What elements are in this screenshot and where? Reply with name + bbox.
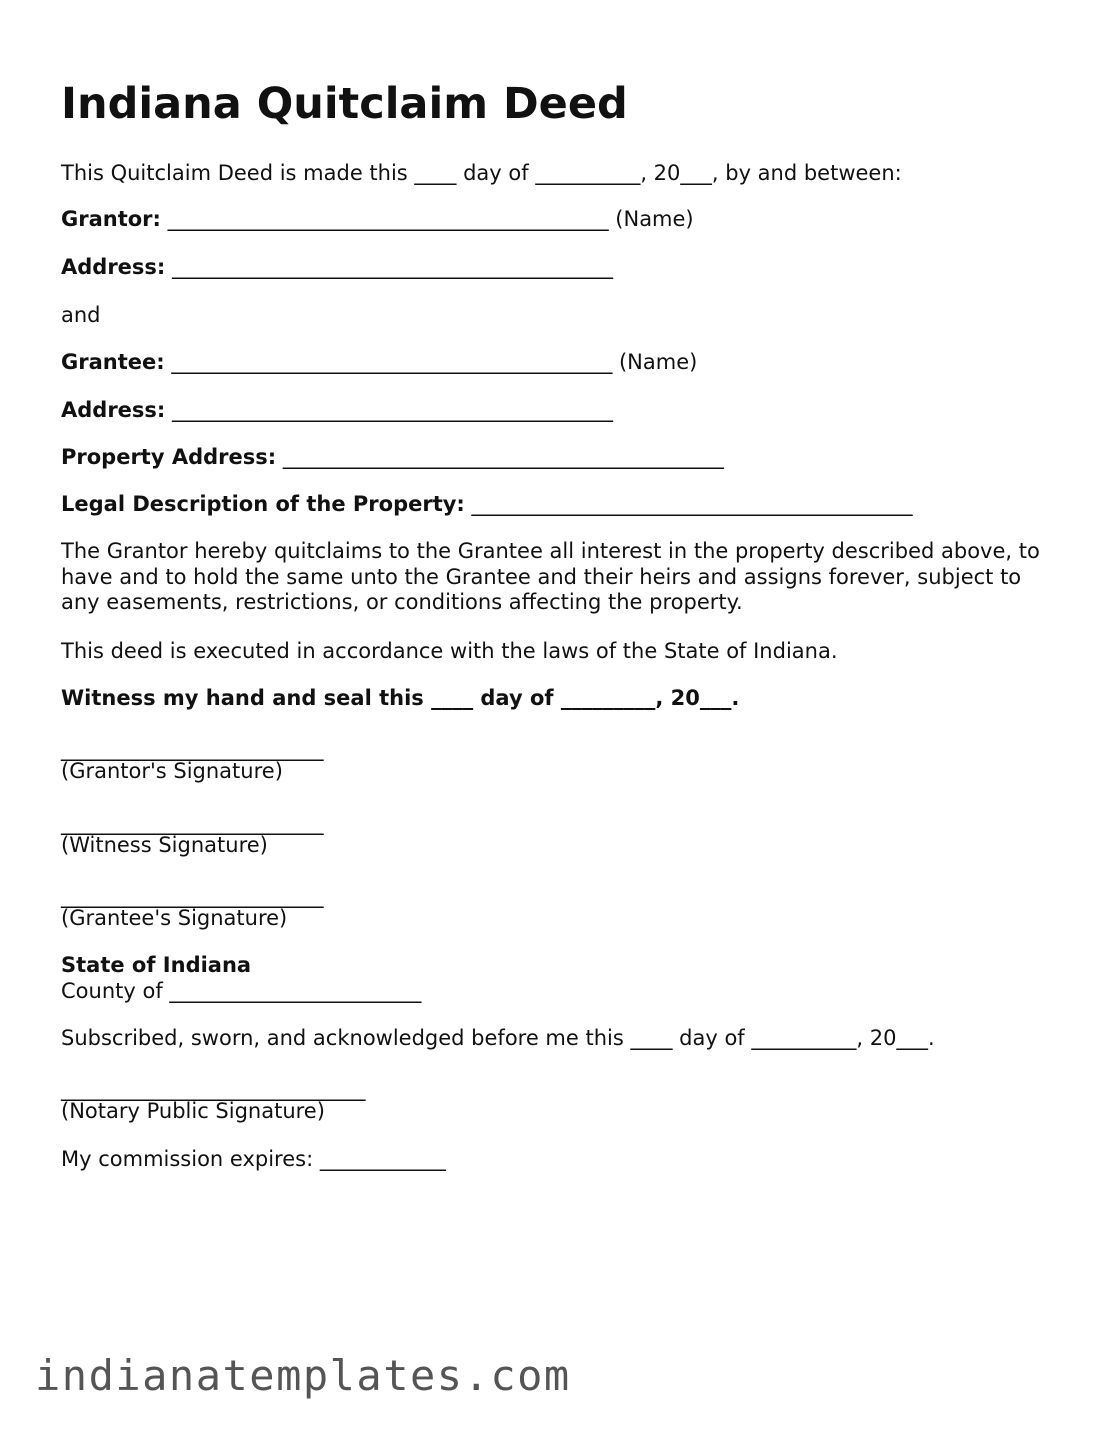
grantor-address-label: Address: <box>61 255 166 279</box>
property-address-field <box>61 444 724 470</box>
notary-signature-label: (Notary Public Signature) <box>61 1099 325 1123</box>
grantor-field <box>61 206 694 232</box>
state-heading: State of Indiana <box>61 953 252 977</box>
grantee-address-field <box>61 397 613 423</box>
grantee-label: Grantee: <box>61 350 165 374</box>
grantee-address-label: Address: <box>61 398 166 422</box>
notary-signature-line: _____________________________ <box>61 1077 366 1101</box>
commission-expiry: My commission expires: ____________ <box>61 1147 446 1171</box>
witness-signature-line: _________________________ <box>61 811 324 835</box>
grantee-blank: __________________________________________ (Name) <box>164 350 698 374</box>
grantee-signature-label: (Grantee's Signature) <box>61 906 288 930</box>
witness-statement: Witness my hand and seal this ____ day of _________, 20___. <box>61 686 740 710</box>
witness-signature-label: (Witness Signature) <box>61 833 268 857</box>
grantor-blank: __________________________________________ (Name) <box>160 207 694 231</box>
grantor-address-field <box>61 254 613 280</box>
and-text: and <box>61 303 101 327</box>
conveyance-paragraph: The Grantor hereby quitclaims to the Grantee all interest in the property described above, to have and to hold the same unto the Grantee and their heirs and assigns forever, subject to any easements, restrictions, or conditions affecting the property. <box>61 539 1040 614</box>
grantee-signature-line: _________________________ <box>61 884 324 908</box>
legal-description-blank: __________________________________________ <box>464 492 913 516</box>
document-title: Indiana Quitclaim Deed <box>61 79 628 129</box>
property-address-blank: __________________________________________ <box>276 445 724 469</box>
legal-description-field <box>61 491 913 517</box>
county-field: County of ________________________ <box>61 979 422 1003</box>
property-address-label: Property Address: <box>61 445 277 469</box>
grantor-signature-line: _________________________ <box>61 737 324 761</box>
deed-intro: This Quitclaim Deed is made this ____ day of __________, 20___, by and between: <box>61 161 902 185</box>
grantor-signature-label: (Grantor's Signature) <box>61 759 283 783</box>
grantor-address-blank: __________________________________________ <box>165 255 614 279</box>
legal-description-label: Legal Description of the Property: <box>61 492 465 516</box>
grantee-address-blank: __________________________________________ <box>165 398 614 422</box>
notary-acknowledgment: Subscribed, sworn, and acknowledged before me this ____ day of __________, 20___. <box>61 1026 935 1050</box>
site-watermark: indianatemplates.com <box>35 1351 571 1400</box>
law-statement: This deed is executed in accordance with the laws of the State of Indiana. <box>61 639 838 663</box>
grantor-label: Grantor: <box>61 207 161 231</box>
grantee-field <box>61 349 697 375</box>
